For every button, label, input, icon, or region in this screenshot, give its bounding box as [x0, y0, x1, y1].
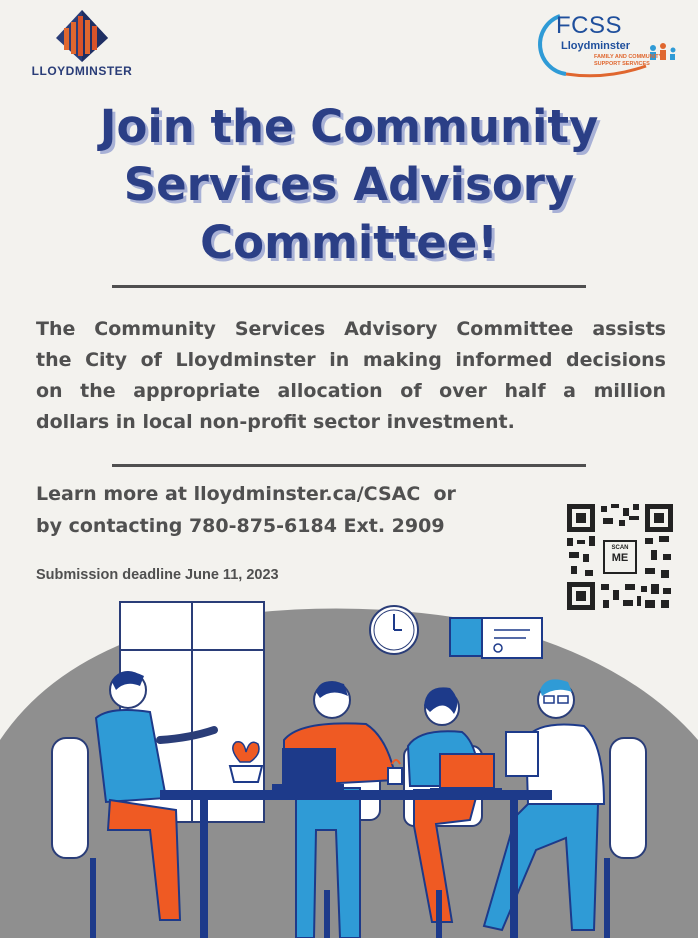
title-line: Committee! [200, 216, 498, 269]
contact-line-website[interactable]: Learn more at lloydminster.ca/CSAC or [36, 483, 456, 505]
fcss-city: Lloydminster [561, 40, 631, 52]
laptop-icon [430, 754, 502, 794]
description-line: The Community Services Advisory Committee assists [36, 318, 666, 340]
description-line: dollars in local non-profit sector investment. [36, 411, 515, 433]
contact-line-phone[interactable]: by contacting 780-875-6184 Ext. 2909 [36, 515, 445, 537]
lloydminster-logo-text: LLOYDMINSTER [31, 64, 133, 78]
description-line: the City of Lloydminster in making informed decisions [36, 349, 666, 371]
divider-bottom [112, 464, 586, 467]
laptop-icon [272, 748, 344, 790]
divider-top [112, 285, 586, 288]
clock-icon [370, 606, 418, 654]
description [36, 314, 666, 438]
qr-scan-label: SCAN ME [603, 540, 637, 574]
meeting-illustration [0, 590, 698, 938]
page-title [20, 98, 678, 272]
submission-deadline: Submission deadline June 11, 2023 [36, 567, 279, 583]
fcss-tagline: FAMILY AND COMMUNITY SUPPORT SERVICES [594, 54, 663, 67]
description-line: on the appropriate allocation of over half a million [36, 380, 666, 402]
lloydminster-logo [22, 8, 142, 80]
wall-certificate-icon [450, 618, 542, 658]
lloydminster-emblem-icon [48, 8, 116, 62]
title-line: Join the Community [99, 100, 599, 153]
title-line: Services Advisory [123, 158, 575, 211]
fcss-logo [536, 10, 686, 78]
contact-info [36, 478, 556, 542]
fcss-acronym: FCSS [556, 12, 623, 39]
